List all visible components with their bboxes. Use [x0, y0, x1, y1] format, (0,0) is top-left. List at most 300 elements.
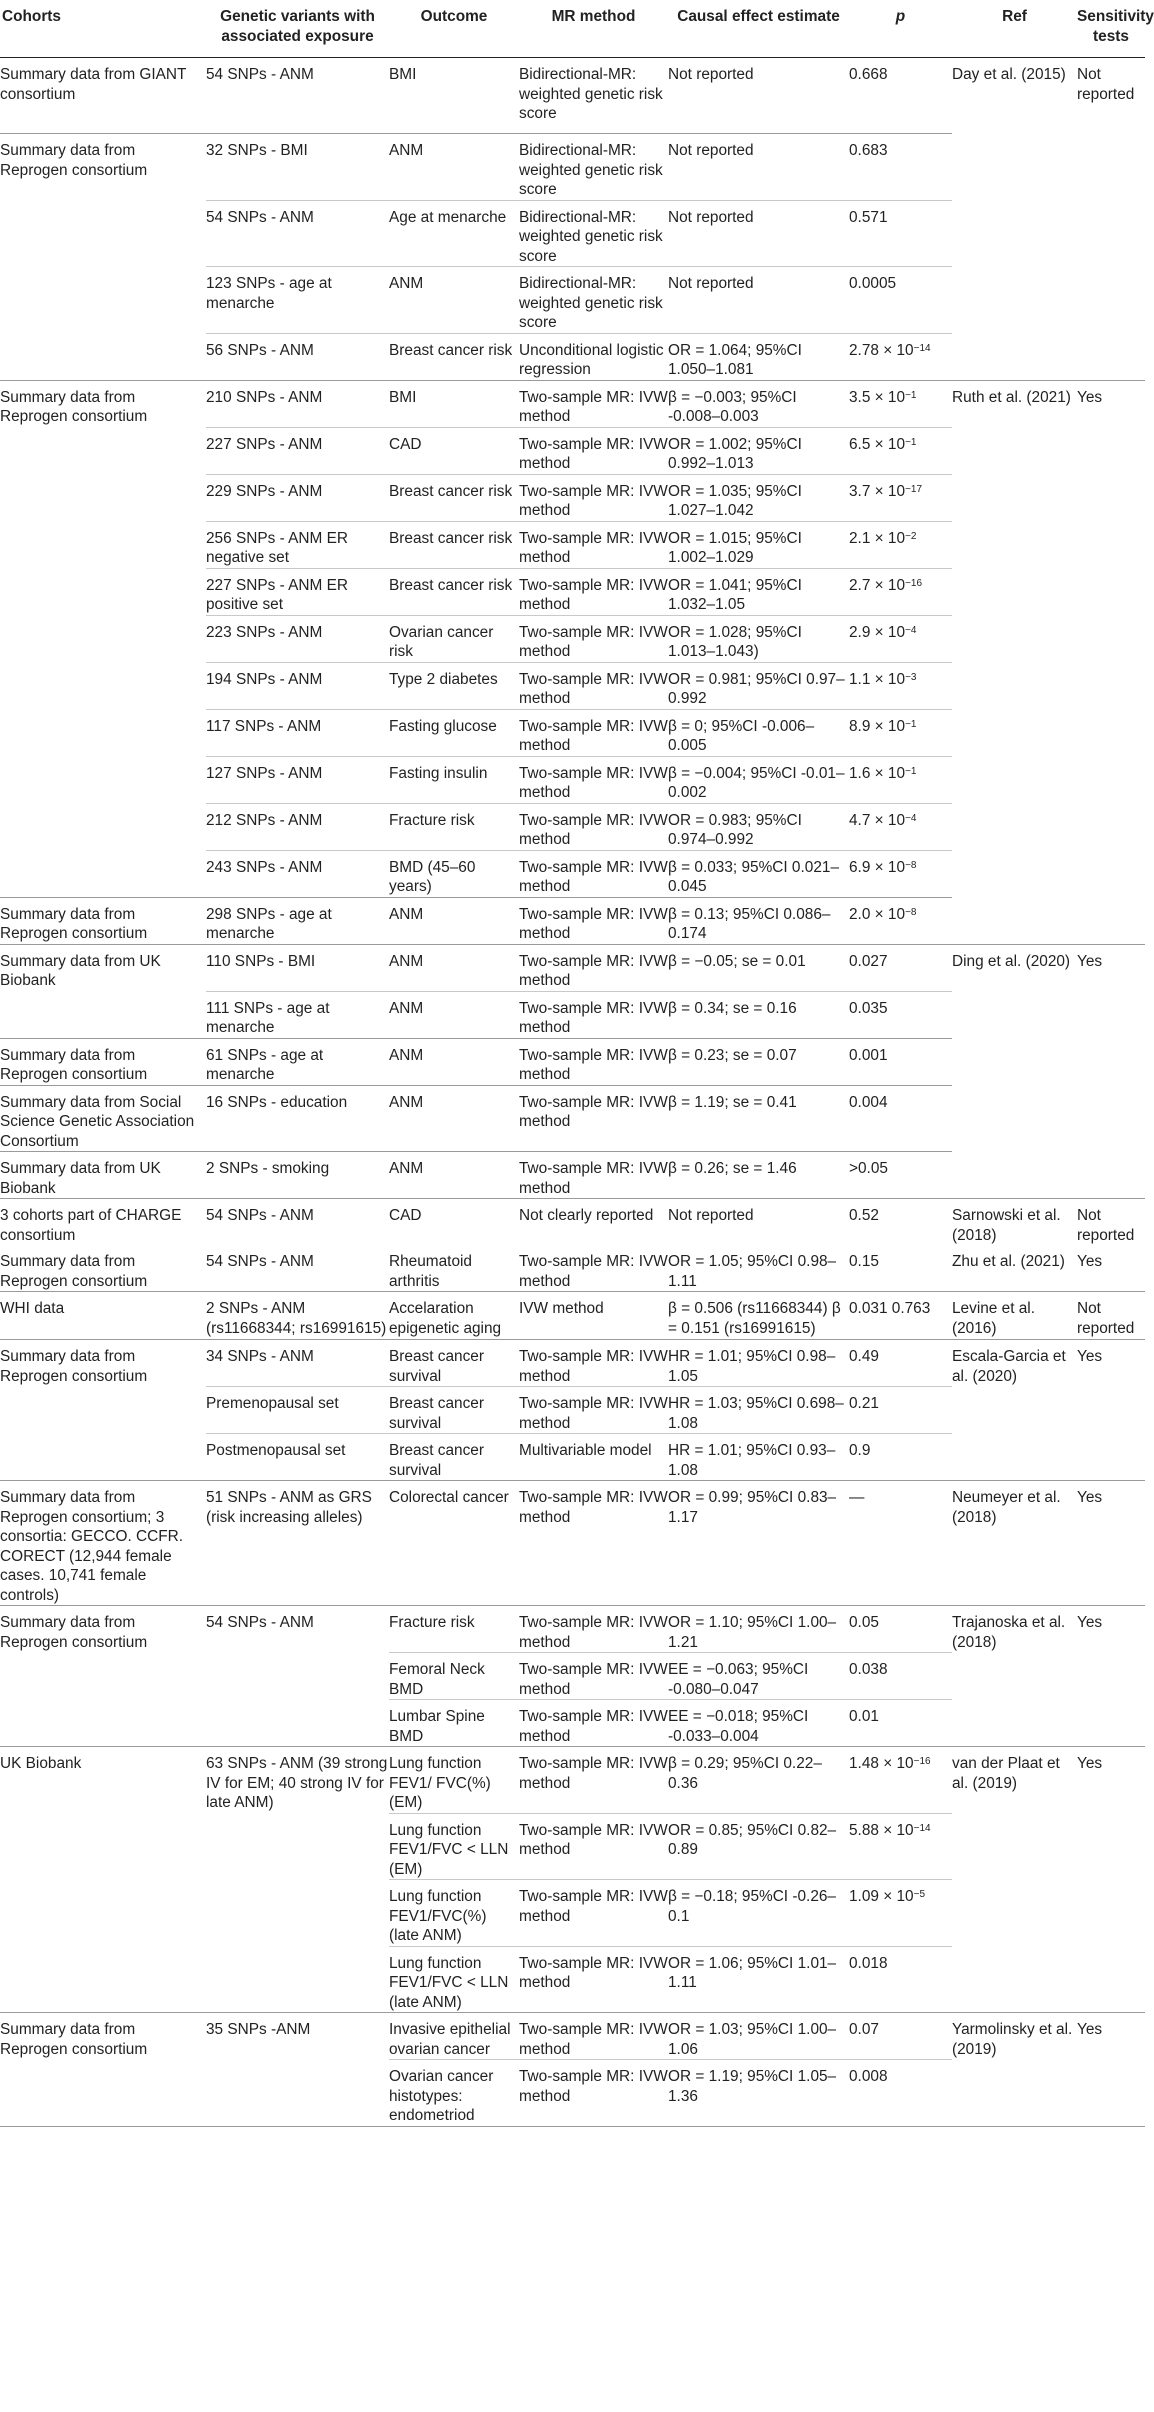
p-value-cell: $2.0 \times 10^{-8}$ — [849, 897, 952, 944]
ref-cell: Trajanoska et al. (2018) — [952, 1606, 1077, 1653]
table-row — [0, 991, 1145, 1038]
ref-cell — [952, 756, 1077, 803]
outcome-cell: Type 2 diabetes — [389, 662, 519, 709]
p-value-cell: 0.0005 — [849, 267, 952, 334]
variants-cell: 117 SNPs - ANM — [206, 709, 389, 756]
ref-cell: Levine et al. (2016) — [952, 1292, 1077, 1340]
table-row — [0, 1292, 1145, 1340]
method-cell: IVW method — [519, 1292, 668, 1340]
outcome-cell: BMI — [389, 380, 519, 427]
estimate-cell: OR = 1.002; 95%CI 0.992–1.013 — [668, 427, 849, 474]
ref-cell: Ding et al. (2020) — [952, 944, 1077, 991]
ref-cell: Day et al. (2015) — [952, 66, 1066, 83]
variants-cell: 210 SNPs - ANM — [206, 380, 389, 427]
ref-cell: van der Plaat et al. (2019) — [952, 1747, 1077, 1814]
variants-cell: Premenopausal set — [206, 1387, 389, 1434]
sensitivity-cell — [1077, 1700, 1145, 1747]
table-row — [0, 1880, 1145, 1947]
estimate-cell: β = −0.18; 95%CI -0.26–0.1 — [668, 1880, 849, 1947]
cohort-cell — [0, 1387, 206, 1434]
outcome-cell: Ovarian cancer risk — [389, 615, 519, 662]
outcome-cell: Breast cancer survival — [389, 1340, 519, 1387]
outcome-cell: Fracture risk — [389, 803, 519, 850]
estimate-cell: OR = 1.015; 95%CI 1.002–1.029 — [668, 521, 849, 568]
cohort-cell — [0, 333, 206, 380]
p-value-cell: 0.01 — [849, 1700, 952, 1747]
variants-cell: 54 SNPs - ANM — [206, 200, 389, 267]
outcome-cell: Lumbar Spine BMD — [389, 1700, 519, 1747]
method-cell: Two-sample MR: IVW method — [519, 2060, 668, 2127]
sensitivity-cell: Yes — [1077, 1481, 1145, 1606]
p-value-cell: $2.7 \times 10^{-16}$ — [849, 568, 952, 615]
table-row — [0, 1946, 1145, 2013]
outcome-cell: Breast cancer risk — [389, 568, 519, 615]
outcome-cell: ANM — [389, 1085, 519, 1152]
cohort-cell: Summary data from UK Biobank — [0, 1152, 206, 1199]
table-row — [0, 1085, 1145, 1152]
cohort-cell: Summary data from Reprogen consortium — [0, 897, 206, 944]
cohort-cell — [0, 521, 206, 568]
ref-cell — [952, 1152, 1077, 1199]
method-cell: Two-sample MR: IVW method — [519, 1387, 668, 1434]
p-value-cell: 0.038 — [849, 1653, 952, 1700]
estimate-cell: β = 0; 95%CI -0.006–0.005 — [668, 709, 849, 756]
p-value-cell: $1.1 \times 10^{-3}$ — [849, 662, 952, 709]
variants-cell: 61 SNPs - age at menarche — [206, 1038, 389, 1085]
ref-cell: Zhu et al. (2021) — [952, 1253, 1065, 1270]
cohort-cell: Summary data from Reprogen consortium — [0, 1606, 206, 1653]
table-row — [0, 568, 1145, 615]
table-row — [0, 1653, 1145, 1700]
p-value-cell: $4.7 \times 10^{-4}$ — [849, 803, 952, 850]
variants-cell: 54 SNPs - ANM — [206, 66, 314, 83]
ref-cell: Neumeyer et al. (2018) — [952, 1481, 1077, 1606]
outcome-cell: Breast cancer survival — [389, 1387, 519, 1434]
sensitivity-cell — [1077, 427, 1145, 474]
variants-cell: 223 SNPs - ANM — [206, 615, 389, 662]
p-value-cell: 0.571 — [849, 200, 952, 267]
variants-cell: 298 SNPs - age at menarche — [206, 897, 389, 944]
variants-cell: 212 SNPs - ANM — [206, 803, 389, 850]
sensitivity-cell — [1077, 1152, 1145, 1199]
table-row — [0, 200, 1145, 267]
estimate-cell: OR = 1.05; 95%CI 0.98–1.11 — [668, 1253, 837, 1290]
ref-cell — [952, 1434, 1077, 1481]
ref-cell: Ruth et al. (2021) — [952, 380, 1077, 427]
cohort-cell — [0, 803, 206, 850]
cohort-cell — [0, 1434, 206, 1481]
method-cell: Two-sample MR: IVW method — [519, 1946, 668, 2013]
sensitivity-cell — [1077, 568, 1145, 615]
p-value-cell: $6.9 \times 10^{-8}$ — [849, 850, 952, 897]
variants-cell: 110 SNPs - BMI — [206, 944, 389, 991]
method-cell: Unconditional logistic regression — [519, 333, 668, 380]
sensitivity-cell — [1077, 897, 1145, 944]
estimate-cell: β = 0.506 (rs11668344) β = 0.151 (rs16991615) — [668, 1292, 849, 1340]
p-value-cell: 0.001 — [849, 1038, 952, 1085]
p-value-cell: 0.004 — [849, 1085, 952, 1152]
cohort-cell — [0, 1880, 206, 1947]
sensitivity-cell — [1077, 1038, 1145, 1085]
ref-cell: Sarnowski et al. (2018) — [952, 1199, 1077, 1246]
method-cell: Two-sample MR: IVW method — [519, 1880, 668, 1947]
sensitivity-cell — [1077, 756, 1145, 803]
method-cell: Bidirectional-MR: weighted genetic risk score — [519, 66, 663, 122]
method-cell: Two-sample MR: IVW method — [519, 756, 668, 803]
table-row — [0, 1152, 1145, 1199]
method-cell: Bidirectional-MR: weighted genetic risk score — [519, 134, 668, 201]
table-row — [0, 1245, 1145, 1292]
outcome-cell: Fracture risk — [389, 1606, 519, 1653]
table-row — [0, 850, 1145, 897]
variants-cell — [206, 1653, 389, 1700]
method-cell: Two-sample MR: IVW method — [519, 944, 668, 991]
method-cell: Two-sample MR: IVW method — [519, 1038, 668, 1085]
variants-cell — [206, 1880, 389, 1947]
sensitivity-cell — [1077, 1653, 1145, 1700]
outcome-cell: ANM — [389, 267, 519, 334]
cohort-cell: 3 cohorts part of CHARGE consortium — [0, 1199, 206, 1246]
method-cell: Two-sample MR: IVW method — [519, 709, 668, 756]
estimate-cell: β = 0.34; se = 0.16 — [668, 991, 849, 1038]
outcome-cell: ANM — [389, 1152, 519, 1199]
outcome-cell: ANM — [389, 944, 519, 991]
p-value-cell: 0.9 — [849, 1434, 952, 1481]
method-cell: Two-sample MR: IVW method — [519, 1700, 668, 1747]
variants-cell: 54 SNPs - ANM — [206, 1253, 314, 1270]
ref-cell: Escala-Garcia et al. (2020) — [952, 1340, 1077, 1387]
cohort-cell — [0, 1813, 206, 1880]
cohort-cell — [0, 568, 206, 615]
p-value-cell: $6.5 \times 10^{-1}$ — [849, 427, 952, 474]
ref-cell — [952, 333, 1077, 380]
cohort-cell — [0, 1653, 206, 1700]
variants-cell: 16 SNPs - education — [206, 1085, 389, 1152]
header-outcome: Outcome — [389, 0, 519, 58]
table-row — [0, 1700, 1145, 1747]
outcome-cell: ANM — [389, 897, 519, 944]
ref-cell — [952, 521, 1077, 568]
p-value-cell: $2.1 \times 10^{-2}$ — [849, 521, 952, 568]
variants-cell — [206, 2060, 389, 2127]
cohort-cell: Summary data from Reprogen consortium — [0, 134, 206, 201]
cohort-cell: Summary data from Reprogen consortium — [0, 1340, 206, 1387]
method-cell: Two-sample MR: IVW method — [519, 2013, 668, 2060]
sensitivity-cell — [1077, 991, 1145, 1038]
outcome-cell: Lung function FEV1/FVC < LLN (EM) — [389, 1813, 519, 1880]
method-cell: Bidirectional-MR: weighted genetic risk score — [519, 200, 668, 267]
sensitivity-cell — [1077, 803, 1145, 850]
cohort-cell: UK Biobank — [0, 1747, 206, 1814]
p-value-cell: 0.07 — [849, 2013, 952, 2060]
sensitivity-cell: Yes — [1077, 1340, 1145, 1387]
ref-cell — [952, 267, 1077, 334]
variants-cell: 54 SNPs - ANM — [206, 1606, 389, 1653]
outcome-cell: CAD — [389, 1199, 519, 1246]
estimate-cell: OR = 0.85; 95%CI 0.82–0.89 — [668, 1813, 849, 1880]
ref-cell: Yarmolinsky et al. (2019) — [952, 2013, 1077, 2060]
method-cell: Two-sample MR: IVW method — [519, 991, 668, 1038]
outcome-cell: Colorectal cancer — [389, 1481, 519, 1606]
header-causal-effect: Causal effect estimate — [668, 0, 849, 58]
ref-cell — [952, 850, 1077, 897]
p-value-cell: $3.7 \times 10^{-17}$ — [849, 474, 952, 521]
cohort-cell — [0, 267, 206, 334]
method-cell: Two-sample MR: IVW method — [519, 427, 668, 474]
sensitivity-cell: Not reported — [1077, 1292, 1145, 1340]
variants-cell: 111 SNPs - age at menarche — [206, 991, 389, 1038]
estimate-cell: β = 0.13; 95%CI 0.086–0.174 — [668, 897, 849, 944]
sensitivity-cell: Yes — [1077, 380, 1145, 427]
ref-cell — [952, 568, 1077, 615]
ref-cell — [952, 134, 1077, 201]
sensitivity-cell — [1077, 2060, 1145, 2127]
estimate-cell: Not reported — [668, 267, 849, 334]
sensitivity-cell: Not reported — [1077, 66, 1135, 103]
p-value-cell: 0.018 — [849, 1946, 952, 2013]
p-value-cell: $1.6 \times 10^{-1}$ — [849, 756, 952, 803]
p-value-cell: $1.09 \times 10^{-5}$ — [849, 1880, 952, 1947]
estimate-cell: β = −0.004; 95%CI -0.01–0.002 — [668, 756, 849, 803]
sensitivity-cell — [1077, 1946, 1145, 2013]
method-cell: Bidirectional-MR: weighted genetic risk score — [519, 267, 668, 334]
p-value-cell: 0.21 — [849, 1387, 952, 1434]
cohort-cell — [0, 474, 206, 521]
table-row — [0, 134, 1145, 201]
ref-cell — [952, 1880, 1077, 1947]
ref-cell — [952, 1085, 1077, 1152]
table-row — [0, 427, 1145, 474]
outcome-cell: Invasive epithelial ovarian cancer — [389, 2013, 519, 2060]
ref-cell — [952, 991, 1077, 1038]
outcome-cell: Lung function FEV1/ FVC(%) (EM) — [389, 1747, 519, 1814]
p-value-cell: $1.48 \times 10^{-16}$ — [849, 1747, 952, 1814]
variants-cell: 56 SNPs - ANM — [206, 333, 389, 380]
ref-cell — [952, 1813, 1077, 1880]
ref-cell — [952, 474, 1077, 521]
table-row — [0, 803, 1145, 850]
estimate-cell: β = −0.003; 95%CI -0.008–0.003 — [668, 380, 849, 427]
header-row — [0, 0, 1145, 58]
method-cell: Two-sample MR: IVW method — [519, 850, 668, 897]
variants-cell: 2 SNPs - smoking — [206, 1152, 389, 1199]
method-cell: Not clearly reported — [519, 1199, 668, 1246]
estimate-cell: Not reported — [668, 1199, 849, 1246]
header-cohorts: Cohorts — [0, 0, 206, 58]
outcome-cell: BMI — [389, 66, 417, 83]
cohort-cell — [0, 756, 206, 803]
table-row — [0, 333, 1145, 380]
outcome-cell: CAD — [389, 427, 519, 474]
cohort-cell — [0, 709, 206, 756]
estimate-cell: Not reported — [668, 134, 849, 201]
sensitivity-cell: Yes — [1077, 944, 1145, 991]
variants-cell: 54 SNPs - ANM — [206, 1199, 389, 1246]
header-mr-method: MR method — [519, 0, 668, 58]
outcome-cell: Lung function FEV1/FVC < LLN (late ANM) — [389, 1946, 519, 2013]
sensitivity-cell: Not reported — [1077, 1199, 1145, 1246]
sensitivity-cell — [1077, 662, 1145, 709]
method-cell: Two-sample MR: IVW method — [519, 1653, 668, 1700]
variants-cell — [206, 1700, 389, 1747]
estimate-cell: β = 0.29; 95%CI 0.22–0.36 — [668, 1747, 849, 1814]
estimate-cell: OR = 0.99; 95%CI 0.83–1.17 — [668, 1481, 849, 1606]
sensitivity-cell: Yes — [1077, 1606, 1145, 1653]
cohort-cell — [0, 2060, 206, 2127]
estimate-cell: EE = −0.018; 95%CI -0.033–0.004 — [668, 1700, 849, 1747]
outcome-cell: Fasting glucose — [389, 709, 519, 756]
estimate-cell: OR = 0.981; 95%CI 0.97–0.992 — [668, 662, 849, 709]
cohort-cell: WHI data — [0, 1292, 206, 1340]
cohort-cell: Summary data from Reprogen consortium — [0, 1253, 148, 1290]
cohort-cell — [0, 1700, 206, 1747]
outcome-cell: Breast cancer survival — [389, 1434, 519, 1481]
ref-cell — [952, 1387, 1077, 1434]
cohort-cell: Summary data from Social Science Genetic Association Consortium — [0, 1085, 206, 1152]
method-cell: Two-sample MR: IVW method — [519, 1340, 668, 1387]
sensitivity-cell — [1077, 1387, 1145, 1434]
method-cell: Two-sample MR: IVW method — [519, 1606, 668, 1653]
cohort-cell — [0, 427, 206, 474]
table-row — [0, 1038, 1145, 1085]
estimate-cell: OR = 1.028; 95%CI 1.013–1.043) — [668, 615, 849, 662]
cohort-cell: Summary data from UK Biobank — [0, 944, 206, 991]
estimate-cell: OR = 0.983; 95%CI 0.974–0.992 — [668, 803, 849, 850]
sensitivity-cell — [1077, 474, 1145, 521]
sensitivity-cell — [1077, 521, 1145, 568]
table-row — [0, 944, 1145, 991]
estimate-cell: OR = 1.041; 95%CI 1.032–1.05 — [668, 568, 849, 615]
p-value-cell: 0.52 — [849, 1199, 952, 1246]
outcome-cell: BMD (45–60 years) — [389, 850, 519, 897]
table-row — [0, 474, 1145, 521]
ref-cell — [952, 897, 1077, 944]
outcome-cell: Lung function FEV1/FVC(%) (late ANM) — [389, 1880, 519, 1947]
variants-cell: 123 SNPs - age at menarche — [206, 267, 389, 334]
cohort-cell: Summary data from Reprogen consortium — [0, 380, 206, 427]
method-cell: Two-sample MR: IVW method — [519, 521, 668, 568]
p-value-cell: 0.05 — [849, 1606, 952, 1653]
estimate-cell: β = 0.23; se = 0.07 — [668, 1038, 849, 1085]
ref-cell — [952, 1038, 1077, 1085]
sensitivity-cell — [1077, 1880, 1145, 1947]
cohort-cell — [0, 200, 206, 267]
estimate-cell: OR = 1.10; 95%CI 1.00–1.21 — [668, 1606, 849, 1653]
p-value-cell: $5.88 \times 10^{-14}$ — [849, 1813, 952, 1880]
table-row — [0, 897, 1145, 944]
table-row — [0, 521, 1145, 568]
variants-cell: 35 SNPs -ANM — [206, 2013, 389, 2060]
outcome-cell: Breast cancer risk — [389, 474, 519, 521]
p-value-cell: 0.035 — [849, 991, 952, 1038]
method-cell: Two-sample MR: IVW method — [519, 803, 668, 850]
table-row — [0, 1340, 1145, 1387]
method-cell: Two-sample MR: IVW method — [519, 1085, 668, 1152]
variants-cell: 32 SNPs - BMI — [206, 134, 389, 201]
method-cell: Two-sample MR: IVW method — [519, 1152, 668, 1199]
variants-cell: 63 SNPs - ANM (39 strong IV for EM; 40 strong IV for late ANM) — [206, 1747, 389, 1814]
ref-cell — [952, 1700, 1077, 1747]
sensitivity-cell — [1077, 267, 1145, 334]
header-ref: Ref — [952, 0, 1077, 58]
cohort-cell — [0, 991, 206, 1038]
outcome-cell: Accelaration epigenetic aging — [389, 1292, 519, 1340]
table-row — [0, 662, 1145, 709]
method-cell: Two-sample MR: IVW method — [519, 1253, 668, 1290]
p-value-cell: — — [849, 1481, 952, 1606]
p-value-cell: 0.008 — [849, 2060, 952, 2127]
cohort-cell: Summary data from Reprogen consortium — [0, 1038, 206, 1085]
table-row — [0, 1199, 1145, 1246]
variants-cell: 51 SNPs - ANM as GRS (risk increasing alleles) — [206, 1481, 389, 1606]
sensitivity-cell: Yes — [1077, 1747, 1145, 1814]
method-cell: Two-sample MR: IVW method — [519, 1481, 668, 1606]
method-cell: Multivariable model — [519, 1434, 668, 1481]
table-row — [0, 2013, 1145, 2060]
ref-cell — [952, 709, 1077, 756]
ref-cell — [952, 662, 1077, 709]
table-row — [0, 1747, 1145, 1814]
estimate-cell: OR = 1.035; 95%CI 1.027–1.042 — [668, 474, 849, 521]
estimate-cell: HR = 1.01; 95%CI 0.93–1.08 — [668, 1434, 849, 1481]
sensitivity-cell — [1077, 1434, 1145, 1481]
cohort-cell — [0, 615, 206, 662]
outcome-cell: Fasting insulin — [389, 756, 519, 803]
sensitivity-cell — [1077, 333, 1145, 380]
header-sensitivity: Sensitivity tests — [1077, 0, 1145, 58]
method-cell: Two-sample MR: IVW method — [519, 474, 668, 521]
estimate-cell: β = 0.26; se = 1.46 — [668, 1152, 849, 1199]
sensitivity-cell — [1077, 709, 1145, 756]
estimate-cell: EE = −0.063; 95%CI -0.080–0.047 — [668, 1653, 849, 1700]
outcome-cell: ANM — [389, 991, 519, 1038]
table-row — [0, 756, 1145, 803]
estimate-cell: OR = 1.03; 95%CI 1.00–1.06 — [668, 2013, 849, 2060]
table-row — [0, 58, 1145, 134]
table-row — [0, 1606, 1145, 1653]
outcome-cell: Breast cancer risk — [389, 521, 519, 568]
p-value-cell: $2.78 \times 10^{-14}$ — [849, 333, 952, 380]
outcome-cell: ANM — [389, 134, 519, 201]
table-row — [0, 1387, 1145, 1434]
p-value-cell: $2.9 \times 10^{-4}$ — [849, 615, 952, 662]
method-cell: Two-sample MR: IVW method — [519, 380, 668, 427]
p-value-cell: 0.668 — [849, 66, 888, 83]
estimate-cell: OR = 1.06; 95%CI 1.01–1.11 — [668, 1946, 849, 2013]
ref-cell — [952, 1653, 1077, 1700]
method-cell: Two-sample MR: IVW method — [519, 1813, 668, 1880]
p-value-cell: 0.49 — [849, 1340, 952, 1387]
table-row — [0, 709, 1145, 756]
cohort-cell: Summary data from Reprogen consortium — [0, 2013, 206, 2060]
sensitivity-cell — [1077, 850, 1145, 897]
cohort-cell — [0, 1946, 206, 2013]
variants-cell: Postmenopausal set — [206, 1434, 389, 1481]
sensitivity-cell — [1077, 200, 1145, 267]
outcome-cell: Ovarian cancer histotypes: endometriod — [389, 2060, 519, 2127]
cohort-cell — [0, 850, 206, 897]
ref-cell — [952, 615, 1077, 662]
p-value-cell: 0.683 — [849, 134, 952, 201]
method-cell: Two-sample MR: IVW method — [519, 897, 668, 944]
p-value-cell: 0.15 — [849, 1253, 879, 1270]
ref-cell — [952, 1946, 1077, 2013]
table-row — [0, 1481, 1145, 1606]
table-row — [0, 1813, 1145, 1880]
estimate-cell: HR = 1.03; 95%CI 0.698–1.08 — [668, 1387, 849, 1434]
variants-cell: 256 SNPs - ANM ER negative set — [206, 521, 389, 568]
ref-cell — [952, 803, 1077, 850]
